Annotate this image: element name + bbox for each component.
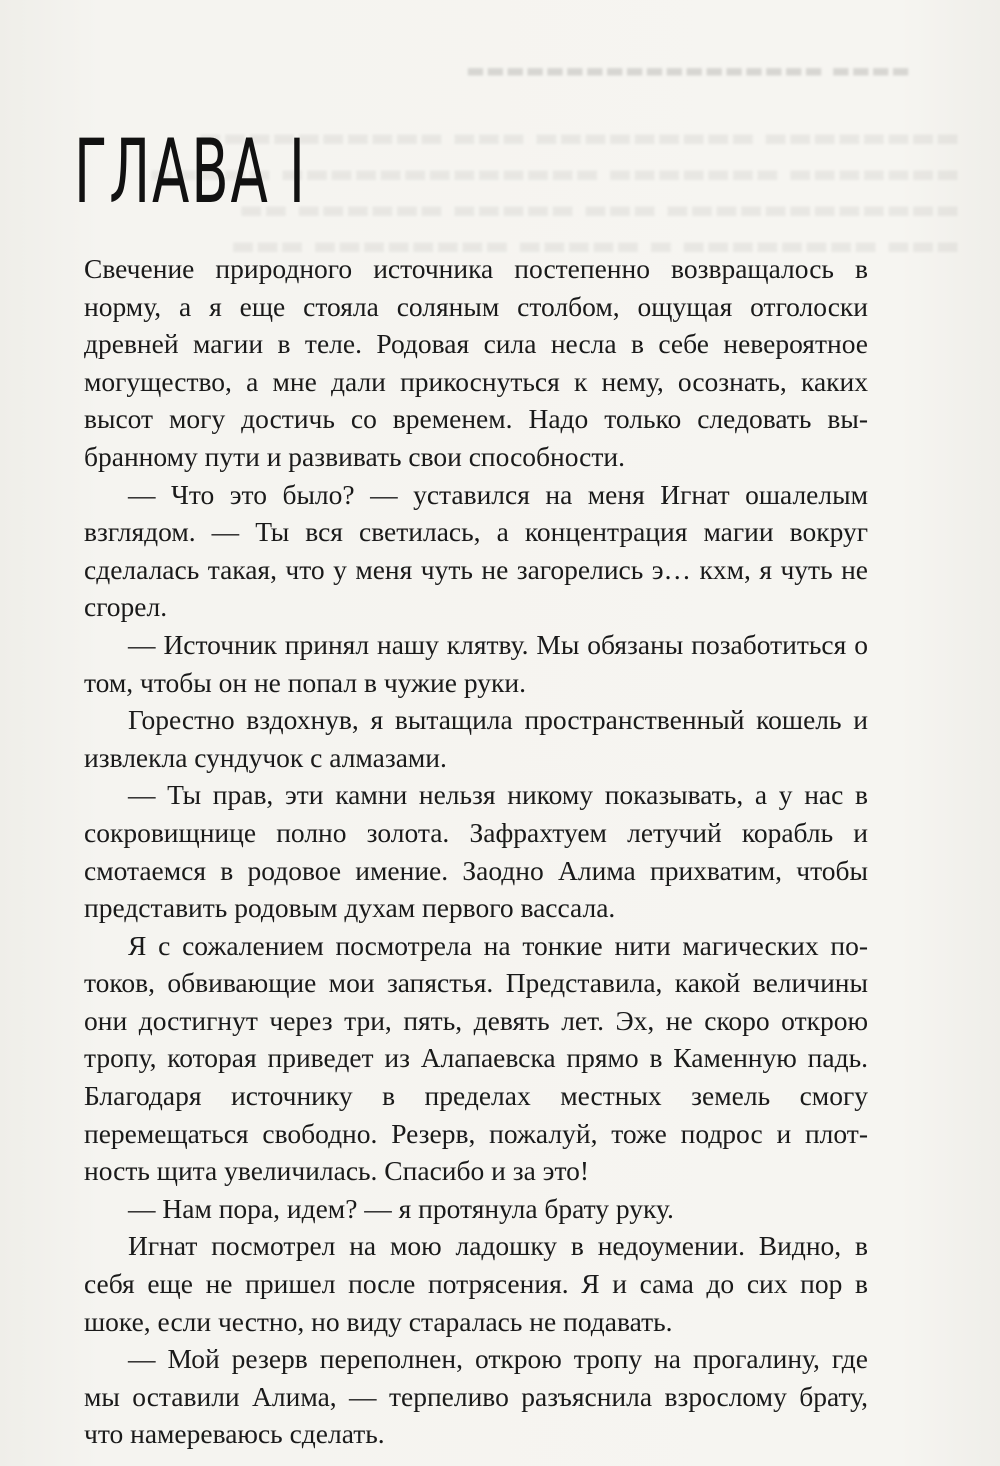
paragraph: Свечение природного источника постепенно возвращалось в норму, а я еще стояла соляным столбом, ощущая отголоски древней магии в теле. Родовая сила несла в себе невероятное могущество, а мне дали прикоснуться к нему, осознать, каких высот могу достичь со временем. Надо только следовать выбранному пути и развивать свои способности.	[84, 253, 868, 472]
bleed-through-text: ▬▬▬▬▬▬▬▬ ▬▬▬▬▬▬▬▬▬ ▬▬▬ ▬▬▬▬▬▬▬▬▬▬ ▬▬▬▬▬▬▬ ▬▬▬▬▬▬▬ ▬▬▬▬▬▬▬▬▬▬▬▬▬ ▬▬▬▬▬ ▬▬▬▬▬▬▬▬▬▬▬▬ ▬▬▬ ▬▬▬▬▬ ▬▬▬▬▬▬ ▬▬ ▬▬▬ ▬▬▬▬▬▬▬▬ ▬ ▬▬▬▬▬ ▬▬▬▬▬▬▬▬ ▬▬▬	[149, 123, 960, 261]
paragraph: — Нам пора, идем? — я протянула брату руку.	[128, 1192, 674, 1224]
paragraph: — Ты прав, эти камни нельзя никому показывать, а у нас в сокровищнице полно золота. Зафрахтуем летучий корабль и смотаемся в родовое имение. Заодно Алима прихватим, чтобы представить родовым духам первого вассала.	[84, 779, 868, 924]
paragraph: — Источник принял нашу клятву. Мы обязаны позаботиться о том, чтобы он не попал в чужие руки.	[84, 628, 868, 698]
paragraph: Игнат посмотрел на мою ладошку в недоумении. Видно, в себя еще не пришел после потрясения. Я и сама до сих пор в шоке, если честно, но виду старалась не подавать.	[84, 1230, 868, 1337]
body-text	[84, 250, 868, 1453]
paragraph: Горестно вздохнув, я вытащила пространственный кошель и извлекла сундучок с алмазами.	[84, 704, 868, 773]
paragraph: — Мой резерв переполнен, открою тропу на прогалину, где мы оставили Алима, — терпеливо разъяснила взрослому брату, что намереваюсь сделать.	[84, 1343, 868, 1450]
paragraph: — Что это было? — уставился на меня Игнат ошалелым взглядом. — Ты вся светилась, а концентрация магии вокруг сделалась такая, что у меня чуть не загорелись э… кхм, я чуть не сгорел.	[84, 478, 868, 623]
chapter-title: ГЛАВА I	[74, 120, 307, 223]
bleed-through-running-head: ▬▬▬▬ ▬▬▬▬▬▬▬▬▬▬▬▬▬▬▬▬▬▬	[464, 58, 910, 82]
paragraph: Я с сожалением посмотрела на тонкие нити магических потоков, обвивающие мои запястья. Представила, какой величины они достигнут через три, пять, девять лет. Эх, не скоро открою тропу, которая приведет из Алапаевска прямо в Каменную падь. Благодаря источнику в пределах местных земель смогу перемещаться свободно. Резерв, пожалуй, тоже подрос и плотность щита увеличилась. Спасибо и за это!	[84, 929, 868, 1187]
